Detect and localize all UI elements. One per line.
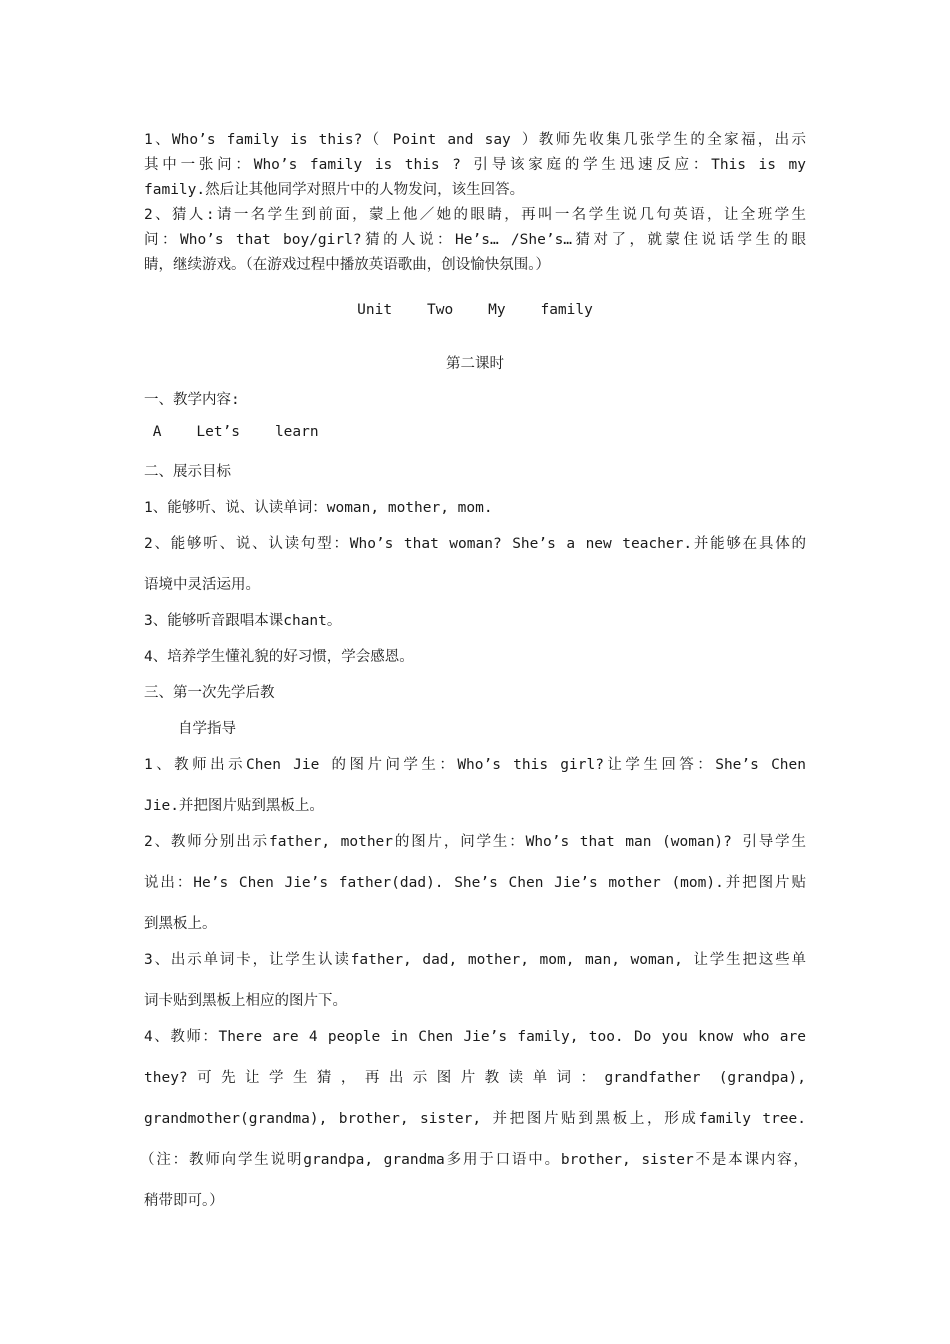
step-4-line-3: grandmother(grandma), brother, sister, 并把图片贴到黑板上，形成family tree. xyxy=(144,1111,806,1127)
step-4-line-1: 4、教师：There are 4 people in Chen Jie’s family, too. Do you know who are xyxy=(144,1029,806,1045)
intro-paragraph-1-line-3: family.然后让其他同学对照片中的人物发问，该生回答。 xyxy=(144,182,525,198)
note-line-2: 稍带即可。） xyxy=(144,1193,224,1209)
section-3-heading: 三、第一次先学后教 xyxy=(144,685,275,701)
self-study-subheading: 自学指导 xyxy=(178,721,236,737)
step-2-line-1: 2、教师分别出示father, mother的图片，问学生：Who’s that man (woman)? 引导学生 xyxy=(144,834,806,850)
step-1-line-2: Jie.并把图片贴到黑板上。 xyxy=(144,798,324,814)
intro-paragraph-2-line-1: 2、猜人:请一名学生到前面，蒙上他／她的眼睛，再叫一名学生说几句英语，让全班学生 xyxy=(144,207,806,223)
goal-1: 1、能够听、说、认读单词：woman, mother, mom. xyxy=(144,500,493,516)
note-line-1: （注：教师向学生说明grandpa, grandma多用于口语中。brother, sister不是本课内容， xyxy=(140,1152,808,1168)
step-2-line-2: 说出：He’s Chen Jie’s father(dad). She’s Chen Jie’s mother (mom).并把图片贴 xyxy=(144,875,806,891)
intro-paragraph-1-line-2: 其中一张问：Who’s family is this ? 引导该家庭的学生迅速反应：This is my xyxy=(144,157,806,173)
step-4-line-2: they?可先让学生猜，再出示图片教读单词：grandfather (grandpa), xyxy=(144,1070,806,1086)
intro-paragraph-2-line-3: 睛，继续游戏。（在游戏过程中播放英语歌曲，创设愉快氛围。） xyxy=(144,257,550,273)
step-1-line-1: 1、教师出示Chen Jie 的图片问学生：Who’s this girl?让学生回答：She’s Chen xyxy=(144,757,806,773)
step-3-line-1: 3、出示单词卡，让学生认读father, dad, mother, mom, man, woman, 让学生把这些单 xyxy=(144,952,806,968)
section-2-heading: 二、展示目标 xyxy=(144,464,231,480)
goal-2-line-1: 2、能够听、说、认读句型：Who’s that woman? She’s a new teacher.并能够在具体的 xyxy=(144,536,806,552)
intro-paragraph-1-line-1: 1、Who’s family is this?（ Point and say ）教师先收集几张学生的全家福，出示 xyxy=(144,132,806,148)
section-1-heading: 一、教学内容: xyxy=(144,392,240,408)
step-3-line-2: 词卡贴到黑板上相应的图片下。 xyxy=(144,993,347,1009)
goal-2-line-2: 语境中灵活运用。 xyxy=(144,577,260,593)
intro-paragraph-2-line-2: 问：Who’s that boy/girl?猜的人说：He’s… /She’s…猜对了，就蒙住说话学生的眼 xyxy=(144,232,806,248)
step-2-line-3: 到黑板上。 xyxy=(144,916,217,932)
goal-3: 3、能够听音跟唱本课chant。 xyxy=(144,613,342,629)
lesson-title: 第二课时 xyxy=(446,356,504,372)
section-1-content: A Let’s learn xyxy=(144,424,319,440)
goal-4: 4、培养学生懂礼貌的好习惯，学会感恩。 xyxy=(144,649,414,665)
unit-title: Unit Two My family xyxy=(357,302,593,318)
